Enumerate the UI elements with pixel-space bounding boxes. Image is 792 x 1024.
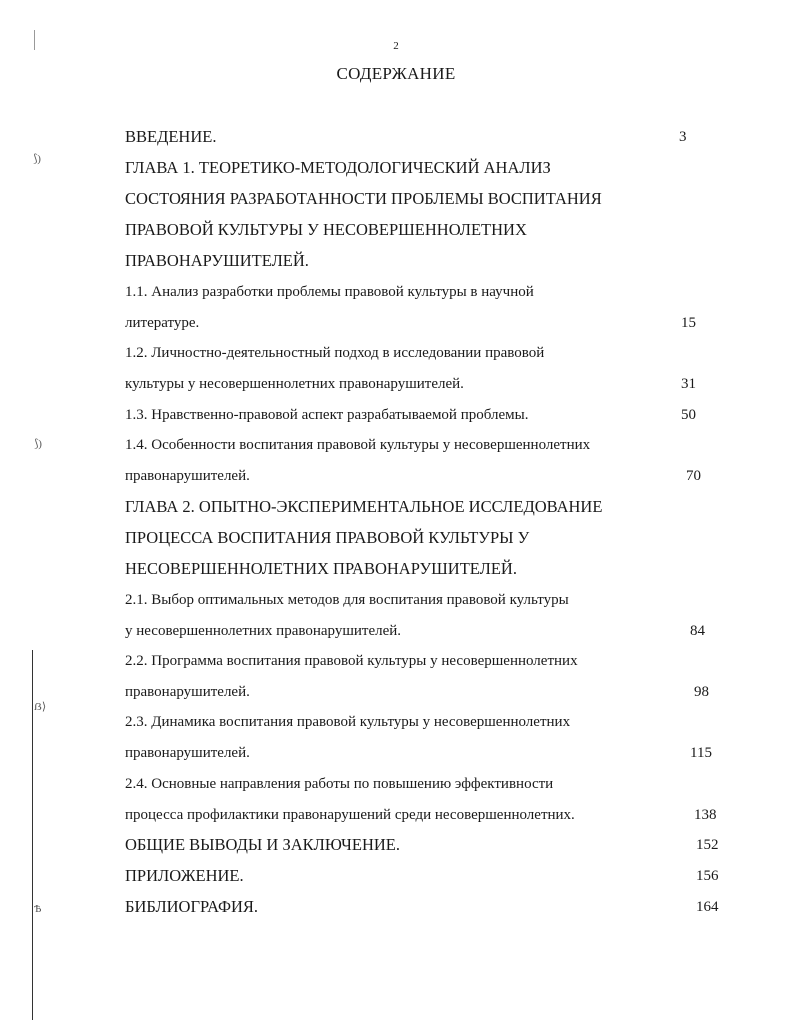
scan-edge-line bbox=[32, 650, 33, 1020]
toc-entry-line: ГЛАВА 1. ТЕОРЕТИКО-МЕТОДОЛОГИЧЕСКИЙ АНАЛИЗ bbox=[125, 158, 551, 177]
toc-entry-line: 2.3. Динамика воспитания правовой культуры у несовершеннолетних bbox=[125, 714, 571, 730]
toc-page-number: 31 bbox=[681, 376, 696, 392]
toc-entry-line: 2.2. Программа воспитания правовой культуры у несовершеннолетних bbox=[125, 653, 578, 669]
toc-page-number: 15 bbox=[681, 315, 696, 331]
scan-speck: ⟆) bbox=[34, 438, 42, 450]
toc-page-number: 84 bbox=[690, 623, 705, 639]
toc-entry-line: ПРАВОНАРУШИТЕЛЕЙ. bbox=[125, 251, 309, 270]
page-number: 2 bbox=[393, 40, 399, 52]
toc-entry-line: ГЛАВА 2. ОПЫТНО-ЭКСПЕРИМЕНТАЛЬНОЕ ИССЛЕДОВАНИЕ bbox=[125, 497, 603, 516]
toc-page-number: 70 bbox=[686, 468, 701, 484]
toc-page-number: 138 bbox=[694, 807, 717, 823]
scan-speck: ⟆) bbox=[33, 153, 41, 165]
page-title: СОДЕРЖАНИЕ bbox=[336, 64, 456, 83]
toc-entry-line: 2.1. Выбор оптимальных методов для воспитания правовой культуры bbox=[125, 592, 569, 608]
scan-speck: Ѣ bbox=[34, 903, 42, 915]
toc-entry-line: 1.3. Нравственно-правовой аспект разрабатываемой проблемы. bbox=[125, 407, 529, 423]
toc-entry-line: СОСТОЯНИЯ РАЗРАБОТАННОСТИ ПРОБЛЕМЫ ВОСПИТАНИЯ bbox=[125, 189, 602, 208]
toc-entry-line: 1.1. Анализ разработки проблемы правовой культуры в научной bbox=[125, 284, 534, 300]
toc-entry-line: ПРИЛОЖЕНИЕ. bbox=[125, 866, 244, 885]
scan-speck: ẞ⟩ bbox=[34, 701, 47, 713]
toc-page-number: 164 bbox=[696, 899, 719, 915]
toc-page-number: 98 bbox=[694, 684, 709, 700]
toc-entry-line: культуры у несовершеннолетних правонарушителей. bbox=[125, 376, 464, 392]
toc-page-number: 50 bbox=[681, 407, 696, 423]
toc-page-number: 3 bbox=[679, 129, 687, 145]
toc-page-number: 152 bbox=[696, 837, 719, 853]
toc-entry-line: процесса профилактики правонарушений среди несовершеннолетних. bbox=[125, 807, 575, 823]
toc-entry-line: НЕСОВЕРШЕННОЛЕТНИХ ПРАВОНАРУШИТЕЛЕЙ. bbox=[125, 559, 517, 578]
toc-page-number: 156 bbox=[696, 868, 719, 884]
toc-entry-line: 1.2. Личностно-деятельностный подход в исследовании правовой bbox=[125, 345, 545, 361]
toc-entry-line: БИБЛИОГРАФИЯ. bbox=[125, 897, 259, 916]
toc-entry-line: ПРАВОВОЙ КУЛЬТУРЫ У НЕСОВЕРШЕННОЛЕТНИХ bbox=[125, 220, 527, 239]
toc-entry-line: правонарушителей. bbox=[125, 745, 250, 761]
toc-entry-line: ВВЕДЕНИЕ. bbox=[125, 127, 217, 146]
toc-page-number: 115 bbox=[690, 745, 712, 761]
toc-entry-line: ОБЩИЕ ВЫВОДЫ И ЗАКЛЮЧЕНИЕ. bbox=[125, 835, 401, 854]
toc-entry-line: 2.4. Основные направления работы по повышению эффективности bbox=[125, 776, 554, 792]
toc-entry-line: 1.4. Особенности воспитания правовой культуры у несовершеннолетних bbox=[125, 437, 591, 453]
toc-entry-line: у несовершеннолетних правонарушителей. bbox=[125, 623, 402, 639]
toc-entry-line: правонарушителей. bbox=[125, 468, 250, 484]
toc-entry-line: ПРОЦЕССА ВОСПИТАНИЯ ПРАВОВОЙ КУЛЬТУРЫ У bbox=[125, 528, 530, 547]
toc-entry-line: литературе. bbox=[125, 315, 200, 331]
toc-entry-line: правонарушителей. bbox=[125, 684, 250, 700]
